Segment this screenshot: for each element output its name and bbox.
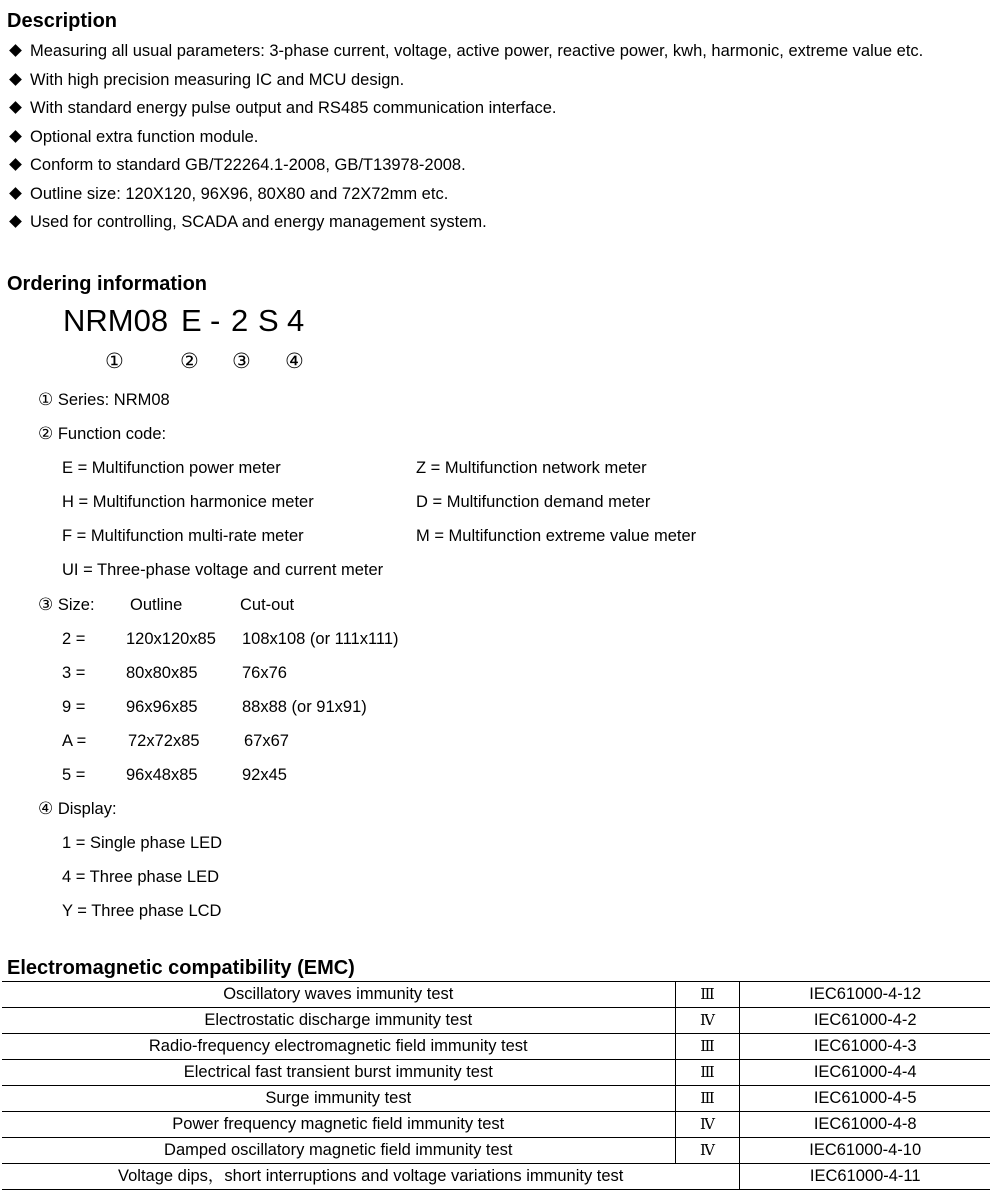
table-row xyxy=(2,1034,990,1060)
bullet-item xyxy=(8,100,556,117)
size-label: Size: xyxy=(57,596,95,614)
function-item: Z = Multifunction network meter xyxy=(416,459,647,477)
standard-cell: IEC61000-4-12 xyxy=(740,982,990,1008)
diamond-bullet-icon xyxy=(9,130,22,143)
function-item: F = Multifunction multi-rate meter xyxy=(62,527,304,545)
level-cell: Ⅲ xyxy=(675,982,740,1008)
function-item: H = Multifunction harmonice meter xyxy=(62,493,314,511)
display-item: 4 = Three phase LED xyxy=(62,868,220,886)
function-item: E = Multifunction power meter xyxy=(62,459,281,477)
size-code: 3 = xyxy=(62,664,86,682)
code-series: NRM08 xyxy=(63,303,169,338)
size-outline: 120x120x85 xyxy=(126,630,216,648)
bullet-item xyxy=(8,129,258,146)
table-row xyxy=(2,1008,990,1034)
size-outline: 72x72x85 xyxy=(128,732,200,750)
level-cell: Ⅳ xyxy=(675,1112,740,1138)
table-row xyxy=(2,1112,990,1138)
bullet-text: Measuring all usual parameters: 3-phase current, voltage, active power, reactive power, kwh, harmonic, extreme value etc. xyxy=(30,42,924,60)
standard-cell: IEC61000-4-4 xyxy=(740,1060,990,1086)
marker-2: ② xyxy=(38,424,54,444)
emc-table xyxy=(2,981,990,1190)
marker-4: ④ xyxy=(285,349,304,373)
test-cell: Power frequency magnetic field immunity test xyxy=(2,1112,675,1138)
size-code: 2 = xyxy=(62,630,86,648)
marker-1: ① xyxy=(105,349,124,373)
level-cell: Ⅲ xyxy=(675,1086,740,1112)
marker-3: ③ xyxy=(38,595,54,615)
ordering-heading: Ordering information xyxy=(7,273,207,295)
function-item: M = Multifunction extreme value meter xyxy=(416,527,697,545)
code-function: E xyxy=(181,303,202,338)
size-outline: 96x48x85 xyxy=(126,766,198,784)
display-item: 1 = Single phase LED xyxy=(62,834,223,852)
level-cell: Ⅲ xyxy=(675,1060,740,1086)
test-cell: Voltage dips，short interruptions and voltage variations immunity test xyxy=(2,1164,740,1190)
bullet-item xyxy=(8,214,487,231)
test-cell: Oscillatory waves immunity test xyxy=(2,982,675,1008)
marker-2: ② xyxy=(180,349,199,373)
size-cutout: 76x76 xyxy=(242,664,287,682)
diamond-bullet-icon xyxy=(9,215,22,228)
level-cell: Ⅳ xyxy=(675,1008,740,1034)
size-code: A = xyxy=(62,732,87,750)
code-dash: - xyxy=(210,303,221,338)
bullet-item xyxy=(8,157,466,174)
table-row xyxy=(2,1060,990,1086)
size-cutout: 88x88 (or 91x91) xyxy=(242,698,367,716)
function-item: D = Multifunction demand meter xyxy=(416,493,651,511)
level-cell: Ⅳ xyxy=(675,1138,740,1164)
bullet-text: Conform to standard GB/T22264.1-2008, GB/T13978-2008. xyxy=(30,156,466,174)
bullet-text: With standard energy pulse output and RS485 communication interface. xyxy=(30,99,557,117)
standard-cell: IEC61000-4-2 xyxy=(740,1008,990,1034)
bullet-item xyxy=(8,186,448,203)
diamond-bullet-icon xyxy=(9,158,22,171)
display-line xyxy=(38,801,117,818)
marker-1: ① xyxy=(38,390,54,410)
standard-cell: IEC61000-4-3 xyxy=(740,1034,990,1060)
test-cell: Electrical fast transient burst immunity test xyxy=(2,1060,675,1086)
standard-cell: IEC61000-4-8 xyxy=(740,1112,990,1138)
code-display: 4 xyxy=(287,303,305,338)
bullet-text: Used for controlling, SCADA and energy management system. xyxy=(30,213,487,231)
diamond-bullet-icon xyxy=(9,73,22,86)
bullet-text: Optional extra function module. xyxy=(30,128,259,146)
table-row xyxy=(2,982,990,1008)
bullet-item xyxy=(8,43,923,60)
size-line xyxy=(38,597,95,614)
function-text: Function code: xyxy=(57,425,167,443)
marker-4: ④ xyxy=(38,799,54,819)
function-line xyxy=(38,426,166,443)
size-col-outline: Outline xyxy=(130,596,183,614)
standard-cell: IEC61000-4-5 xyxy=(740,1086,990,1112)
size-outline: 96x96x85 xyxy=(126,698,198,716)
size-outline: 80x80x85 xyxy=(126,664,198,682)
bullet-text: With high precision measuring IC and MCU design. xyxy=(30,71,405,89)
bullet-item xyxy=(8,72,404,89)
marker-3: ③ xyxy=(232,349,251,373)
bullet-text: Outline size: 120X120, 96X96, 80X80 and 72X72mm etc. xyxy=(30,185,449,203)
size-col-cutout: Cut-out xyxy=(240,596,295,614)
size-cutout: 108x108 (or 111x111) xyxy=(242,630,399,648)
series-text: Series: NRM08 xyxy=(57,391,170,409)
size-cutout: 92x45 xyxy=(242,766,287,784)
size-cutout: 67x67 xyxy=(244,732,289,750)
test-cell: Surge immunity test xyxy=(2,1086,675,1112)
code-s: S xyxy=(258,303,279,338)
series-line xyxy=(38,392,170,409)
size-code: 9 = xyxy=(62,698,86,716)
test-cell: Damped oscillatory magnetic field immunity test xyxy=(2,1138,675,1164)
table-row xyxy=(2,1138,990,1164)
code-size: 2 xyxy=(231,303,249,338)
table-row xyxy=(2,1164,990,1190)
level-cell: Ⅲ xyxy=(675,1034,740,1060)
display-text: Display: xyxy=(57,800,117,818)
standard-cell: IEC61000-4-11 xyxy=(740,1164,990,1190)
description-heading: Description xyxy=(7,10,118,32)
display-item: Y = Three phase LCD xyxy=(62,902,222,920)
standard-cell: IEC61000-4-10 xyxy=(740,1138,990,1164)
diamond-bullet-icon xyxy=(9,44,22,57)
test-cell: Radio-frequency electromagnetic field immunity test xyxy=(2,1034,675,1060)
function-item: UI = Three-phase voltage and current meter xyxy=(62,561,384,579)
size-code: 5 = xyxy=(62,766,86,784)
diamond-bullet-icon xyxy=(9,101,22,114)
emc-heading: Electromagnetic compatibility (EMC) xyxy=(7,957,355,979)
diamond-bullet-icon xyxy=(9,187,22,200)
test-cell: Electrostatic discharge immunity test xyxy=(2,1008,675,1034)
table-row xyxy=(2,1086,990,1112)
